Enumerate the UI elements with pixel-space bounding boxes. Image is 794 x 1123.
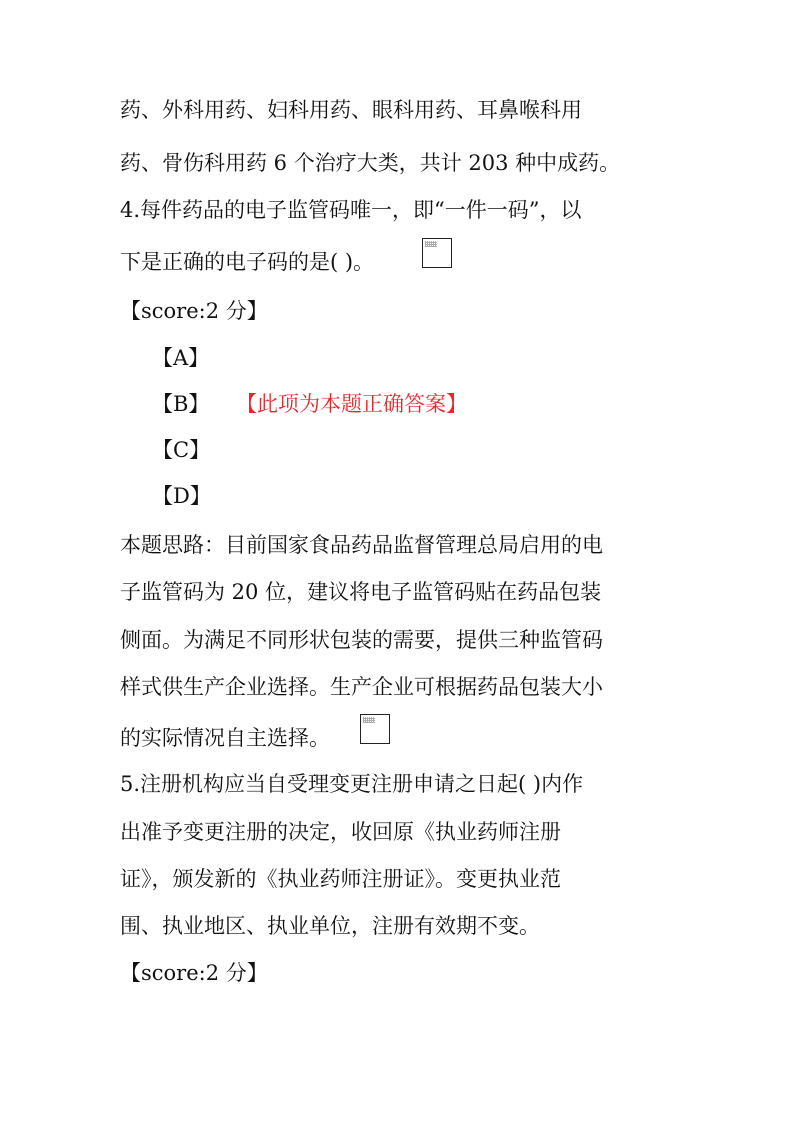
option-c: 【C】: [152, 438, 211, 462]
score-label-q4: 【score:2 分】: [120, 299, 268, 323]
question-5-line-1: 5.注册机构应当自受理变更注册申请之日起( )内作: [120, 772, 584, 796]
question-5-line-2: 出准予变更注册的决定，收回原《执业药师注册: [120, 820, 561, 844]
option-a: 【A】: [152, 346, 210, 370]
explanation-line-3: 侧面。为满足不同形状包装的需要，提供三种监管码: [120, 628, 603, 652]
question-5-line-4: 围、执业地区、执业单位，注册有效期不变。: [120, 914, 540, 938]
qr-code-icon: [360, 714, 390, 744]
text-line-1: 药、外科用药、妇科用药、眼科用药、耳鼻喉科用: [120, 98, 582, 122]
option-b: 【B】: [152, 392, 210, 416]
question-5-line-3: 证》，颁发新的《执业药师注册证》。变更执业范: [120, 867, 561, 891]
explanation-line-2: 子监管码为 20 位，建议将电子监管码贴在药品包装: [120, 580, 602, 604]
explanation-line-4: 样式供生产企业选择。生产企业可根据药品包装大小: [120, 675, 603, 699]
question-4-line-2: 下是正确的电子码的是( )。: [120, 250, 375, 274]
explanation-line-5: 的实际情况自主选择。: [120, 726, 330, 750]
option-d: 【D】: [152, 484, 211, 508]
correct-answer-mark: 【此项为本题正确答案】: [236, 392, 467, 416]
question-4-line-1: 4.每件药品的电子监管码唯一，即“一件一码”，以: [120, 198, 582, 222]
score-label-q5: 【score:2 分】: [120, 961, 268, 985]
explanation-line-1: 本题思路：目前国家食品药品监督管理总局启用的电: [120, 533, 603, 557]
qr-code-icon: [422, 238, 452, 268]
text-line-2: 药、骨伤科用药 6 个治疗大类，共计 203 种中成药。: [120, 151, 621, 175]
